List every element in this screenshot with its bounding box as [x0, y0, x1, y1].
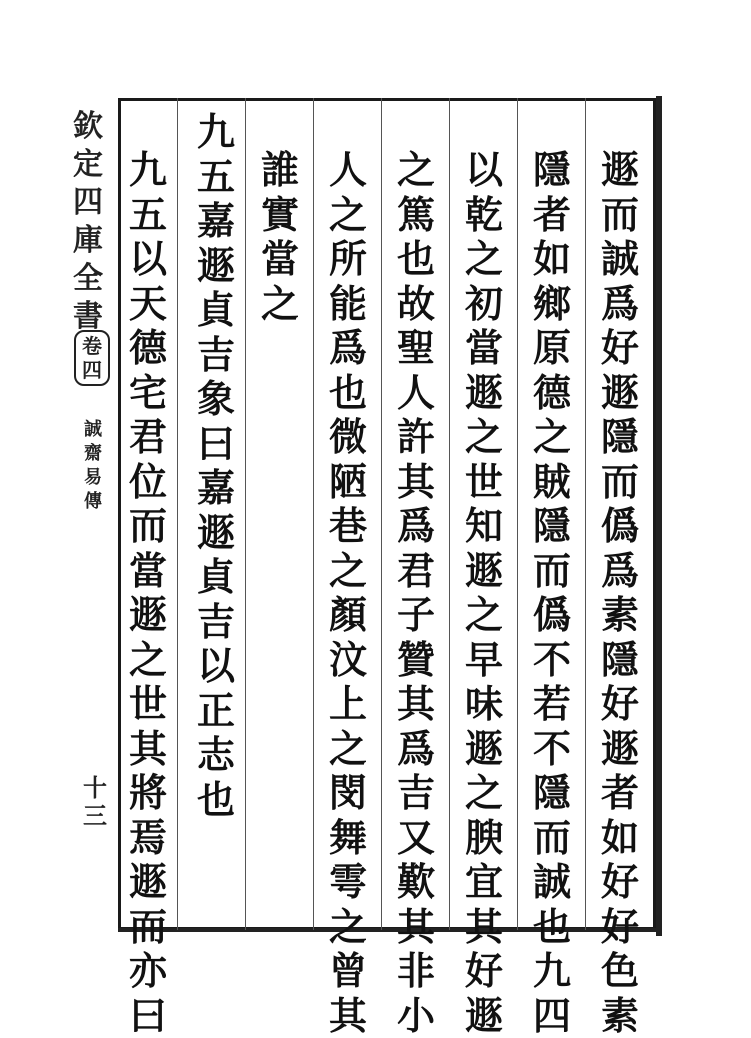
glyph: 若	[533, 682, 571, 727]
margin-title	[66, 108, 110, 336]
column-rule	[177, 98, 178, 930]
glyph: 遯	[465, 371, 503, 416]
glyph: 爲	[601, 549, 639, 594]
glyph: 素	[601, 994, 639, 1038]
glyph: 全	[73, 260, 103, 298]
glyph: 之	[329, 549, 367, 594]
glyph: 君	[129, 415, 167, 460]
glyph: 九	[533, 949, 571, 994]
glyph: 也	[533, 905, 571, 950]
text-column	[456, 148, 512, 1038]
glyph: 以	[129, 237, 167, 282]
glyph: 者	[533, 193, 571, 238]
glyph: 而	[601, 193, 639, 238]
glyph: 其	[397, 460, 435, 505]
glyph: 乾	[465, 193, 503, 238]
margin-volume	[74, 330, 110, 386]
glyph: 遯	[465, 994, 503, 1038]
glyph: 世	[465, 460, 503, 505]
glyph: 遯	[601, 148, 639, 193]
column-rule	[585, 98, 586, 930]
glyph: 汶	[329, 638, 367, 683]
column-rule	[449, 98, 450, 930]
glyph: 吉	[197, 333, 235, 378]
glyph: 宅	[129, 371, 167, 416]
glyph: 九	[197, 110, 235, 155]
glyph: 僞	[533, 593, 571, 638]
glyph: 故	[397, 282, 435, 327]
glyph: 欽	[73, 108, 103, 146]
glyph: 庫	[73, 222, 103, 260]
glyph: 貞	[197, 555, 235, 600]
glyph: 之	[465, 771, 503, 816]
glyph: 顏	[329, 593, 367, 638]
glyph: 德	[533, 371, 571, 416]
page-border-right	[656, 96, 662, 936]
glyph: 隱	[533, 771, 571, 816]
glyph: 亦	[129, 949, 167, 994]
glyph: 遯	[465, 727, 503, 772]
glyph: 嘉	[197, 199, 235, 244]
glyph: 如	[601, 816, 639, 861]
glyph: 也	[197, 778, 235, 823]
glyph: 歎	[397, 860, 435, 905]
glyph: 曰	[129, 994, 167, 1038]
glyph: 之	[465, 593, 503, 638]
glyph: 好	[601, 326, 639, 371]
glyph: 也	[397, 237, 435, 282]
glyph: 遯	[197, 244, 235, 289]
glyph: 聖	[397, 326, 435, 371]
glyph: 之	[329, 193, 367, 238]
glyph: 原	[533, 326, 571, 371]
glyph: 爲	[601, 282, 639, 327]
glyph: 味	[465, 682, 503, 727]
glyph: 人	[329, 148, 367, 193]
glyph: 以	[465, 148, 503, 193]
glyph: 許	[397, 415, 435, 460]
glyph: 好	[465, 949, 503, 994]
glyph: 之	[465, 237, 503, 282]
glyph: 舞	[329, 816, 367, 861]
glyph: 僞	[601, 504, 639, 549]
glyph: 吉	[197, 600, 235, 645]
glyph: 如	[533, 237, 571, 282]
glyph: 其	[129, 727, 167, 772]
glyph: 又	[397, 816, 435, 861]
glyph: 曰	[197, 422, 235, 467]
glyph: 巷	[329, 504, 367, 549]
glyph: 子	[397, 593, 435, 638]
glyph: 遯	[601, 371, 639, 416]
glyph: 之	[329, 905, 367, 950]
glyph: 之	[533, 415, 571, 460]
glyph: 而	[129, 504, 167, 549]
glyph: 卷	[82, 334, 102, 358]
text-column	[320, 148, 376, 1038]
glyph: 隱	[601, 638, 639, 683]
glyph: 好	[601, 860, 639, 905]
glyph: 人	[397, 371, 435, 416]
glyph: 吉	[397, 771, 435, 816]
glyph: 遯	[129, 593, 167, 638]
glyph: 而	[601, 460, 639, 505]
text-column	[592, 148, 648, 1038]
glyph: 位	[129, 460, 167, 505]
glyph: 色	[601, 949, 639, 994]
glyph: 誠	[84, 418, 102, 442]
column-rule	[517, 98, 518, 930]
glyph: 也	[329, 371, 367, 416]
glyph: 而	[533, 816, 571, 861]
glyph: 之	[329, 727, 367, 772]
glyph: 之	[261, 282, 299, 327]
glyph: 貞	[197, 288, 235, 333]
glyph: 遯	[601, 727, 639, 772]
glyph: 書	[73, 298, 103, 336]
glyph: 爲	[397, 504, 435, 549]
glyph: 四	[533, 994, 571, 1038]
glyph: 將	[129, 771, 167, 816]
glyph: 遯	[129, 860, 167, 905]
column-rule	[245, 98, 246, 930]
text-column	[388, 148, 444, 1038]
glyph: 焉	[129, 816, 167, 861]
glyph: 其	[465, 905, 503, 950]
glyph: 而	[129, 905, 167, 950]
glyph: 當	[261, 237, 299, 282]
glyph: 好	[601, 682, 639, 727]
glyph: 隱	[601, 415, 639, 460]
glyph: 傳	[84, 490, 102, 514]
glyph: 爲	[397, 727, 435, 772]
glyph: 雩	[329, 860, 367, 905]
glyph: 而	[533, 549, 571, 594]
glyph: 其	[329, 994, 367, 1038]
glyph: 陋	[329, 460, 367, 505]
glyph: 九	[129, 148, 167, 193]
glyph: 齋	[84, 442, 102, 466]
glyph: 其	[397, 682, 435, 727]
glyph: 誰	[261, 148, 299, 193]
margin-page-number	[80, 774, 110, 830]
glyph: 賊	[533, 460, 571, 505]
glyph: 之	[465, 415, 503, 460]
glyph: 所	[329, 237, 367, 282]
text-column	[524, 148, 580, 1038]
text-column	[188, 110, 244, 822]
glyph: 腴	[465, 816, 503, 861]
glyph: 君	[397, 549, 435, 594]
glyph: 當	[465, 326, 503, 371]
glyph: 其	[397, 905, 435, 950]
glyph: 閔	[329, 771, 367, 816]
glyph: 象	[197, 377, 235, 422]
glyph: 篤	[397, 193, 435, 238]
glyph: 誠	[533, 860, 571, 905]
glyph: 十	[83, 774, 107, 802]
glyph: 世	[129, 682, 167, 727]
glyph: 四	[82, 358, 102, 382]
glyph: 非	[397, 949, 435, 994]
glyph: 微	[329, 415, 367, 460]
glyph: 之	[129, 638, 167, 683]
glyph: 以	[197, 644, 235, 689]
glyph: 五	[129, 193, 167, 238]
glyph: 易	[84, 466, 102, 490]
glyph: 知	[465, 504, 503, 549]
glyph: 曾	[329, 949, 367, 994]
glyph: 定	[73, 146, 103, 184]
glyph: 素	[601, 593, 639, 638]
glyph: 誠	[601, 237, 639, 282]
glyph: 三	[83, 802, 107, 830]
glyph: 贊	[397, 638, 435, 683]
glyph: 早	[465, 638, 503, 683]
glyph: 宜	[465, 860, 503, 905]
glyph: 德	[129, 326, 167, 371]
glyph: 能	[329, 282, 367, 327]
glyph: 正	[197, 689, 235, 734]
margin-book-title	[80, 418, 106, 514]
glyph: 隱	[533, 148, 571, 193]
glyph: 志	[197, 733, 235, 778]
text-column	[252, 148, 308, 326]
glyph: 五	[197, 155, 235, 200]
glyph: 隱	[533, 504, 571, 549]
column-rule	[381, 98, 382, 930]
glyph: 小	[397, 994, 435, 1038]
glyph: 天	[129, 282, 167, 327]
glyph: 爲	[329, 326, 367, 371]
glyph: 者	[601, 771, 639, 816]
glyph: 初	[465, 282, 503, 327]
glyph: 之	[397, 148, 435, 193]
glyph: 不	[533, 727, 571, 772]
glyph: 不	[533, 638, 571, 683]
glyph: 鄉	[533, 282, 571, 327]
glyph: 當	[129, 549, 167, 594]
glyph: 上	[329, 682, 367, 727]
glyph: 好	[601, 905, 639, 950]
glyph: 實	[261, 193, 299, 238]
glyph: 四	[73, 184, 103, 222]
glyph: 遯	[197, 511, 235, 556]
text-column	[120, 148, 176, 1038]
glyph: 嘉	[197, 466, 235, 511]
glyph: 遯	[465, 549, 503, 594]
column-rule	[313, 98, 314, 930]
